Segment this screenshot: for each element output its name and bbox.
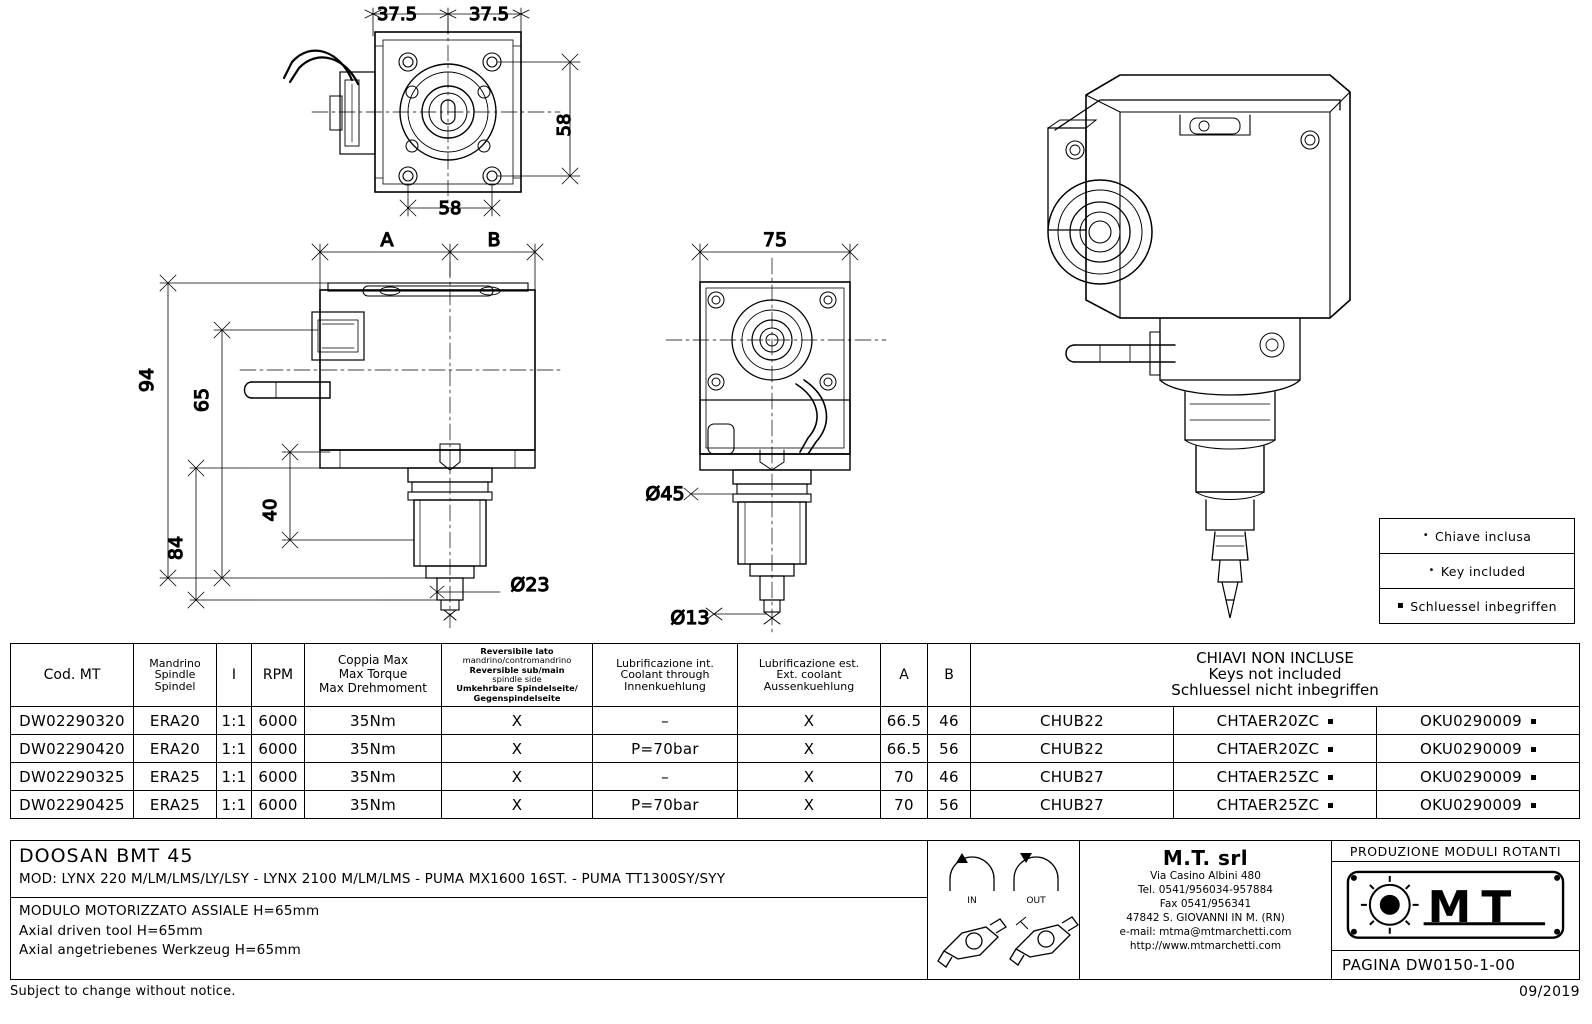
table-row: [11, 735, 1580, 763]
header-torque-en: Max Torque: [338, 667, 408, 682]
header-a: A: [881, 644, 928, 707]
header-reversible: [442, 644, 593, 707]
specification-table: [10, 643, 1580, 819]
header-spindle-it: Mandrino: [149, 656, 201, 670]
header-coolant-ext: [738, 644, 881, 707]
square-marker-icon: [1328, 747, 1333, 752]
cell-a: 70: [881, 763, 928, 791]
header-keys-de: Schluessel nicht inbegriffen: [1171, 680, 1379, 699]
header-b: B: [928, 644, 971, 707]
mt-logo: [1332, 862, 1579, 951]
cell-key1: CHUB22: [971, 735, 1174, 763]
cell-b: 56: [928, 791, 971, 819]
cell-cod: DW02290320: [11, 707, 134, 735]
desc-de: Axial angetriebenes Werkzeug H=65mm: [19, 942, 301, 959]
machine-info: [11, 841, 927, 898]
svg-text:58: 58: [438, 198, 462, 219]
company-name: M.T. srl: [1162, 846, 1249, 870]
cell-b: 56: [928, 735, 971, 763]
legend-text-en: Key included: [1440, 563, 1526, 579]
company-info: [1080, 841, 1332, 979]
cell-key1: CHUB22: [971, 707, 1174, 735]
svg-text:65: 65: [191, 387, 213, 413]
header-ci-l3: Innenkuehlung: [624, 679, 706, 693]
svg-text:40: 40: [260, 498, 281, 522]
cell-i: 1:1: [217, 707, 252, 735]
cell-reversible: X: [442, 763, 593, 791]
header-ce-l1: Lubrificazione est.: [758, 656, 860, 670]
header-coolant-int: [593, 644, 738, 707]
legend-row-de: [1380, 588, 1574, 623]
cell-i: 1:1: [217, 763, 252, 791]
cell-i: 1:1: [217, 735, 252, 763]
header-rev-l6: Gegenspindelseite: [473, 692, 561, 703]
header-ci-l2: Coolant through: [620, 668, 710, 682]
isometric-view: [1048, 75, 1350, 618]
cell-key2: [1174, 707, 1377, 735]
cell-b: 46: [928, 763, 971, 791]
bullet-icon: •: [1428, 565, 1435, 576]
side-view: [666, 244, 886, 632]
square-marker-icon: [1531, 719, 1536, 724]
key3-text: OKU0290009: [1419, 767, 1523, 786]
cell-reversible: X: [442, 791, 593, 819]
svg-text:37.5: 37.5: [376, 4, 418, 25]
square-marker-icon: [1531, 747, 1536, 752]
header-rev-l1: Reversibile lato: [480, 646, 554, 657]
cell-key1: CHUB27: [971, 763, 1174, 791]
company-fax: Fax 0541/956341: [1159, 897, 1252, 910]
header-rev-l4: spindle side: [492, 674, 542, 684]
footer-notice: Subject to change without notice.: [10, 984, 236, 999]
cell-rpm: 6000: [252, 791, 305, 819]
cell-coolant-ext: X: [738, 735, 881, 763]
header-rev-l5: Umkehrbare Spindelseite/: [456, 683, 578, 694]
header-torque: [305, 644, 442, 707]
legend-text-it: Chiave inclusa: [1435, 528, 1532, 544]
svg-text:Ø13: Ø13: [670, 607, 710, 629]
key3-text: OKU0290009: [1419, 739, 1523, 758]
cell-coolant-ext: X: [738, 707, 881, 735]
title-block-right: [1332, 841, 1579, 979]
icon-label-in: IN: [967, 896, 977, 906]
cell-i: 1:1: [217, 791, 252, 819]
cell-key2: [1174, 791, 1377, 819]
cell-key2: [1174, 735, 1377, 763]
legend-row-en: [1380, 553, 1574, 588]
cell-cod: DW02290425: [11, 791, 134, 819]
cell-rpm: 6000: [252, 763, 305, 791]
header-ce-l3: Aussenkuehlung: [763, 679, 855, 693]
square-marker-icon: [1328, 719, 1333, 724]
svg-text:Ø45: Ø45: [645, 483, 685, 505]
table-row: [11, 707, 1580, 735]
cell-torque: 35Nm: [305, 735, 442, 763]
mt-logo-svg: [1332, 862, 1579, 950]
header-keys: [971, 644, 1580, 707]
svg-text:75: 75: [762, 229, 788, 251]
cell-key3: [1377, 763, 1580, 791]
cell-cod: DW02290420: [11, 735, 134, 763]
key3-text: OKU0290009: [1419, 795, 1523, 814]
cell-key3: [1377, 791, 1580, 819]
key2-text: CHTAER20ZC: [1216, 739, 1320, 758]
legend-row-it: [1380, 519, 1574, 553]
cell-reversible: X: [442, 735, 593, 763]
company-email: e-mail: mtma@mtmarchetti.com: [1119, 925, 1292, 938]
cell-torque: 35Nm: [305, 791, 442, 819]
cell-coolant-int: P=70bar: [593, 791, 738, 819]
key2-text: CHTAER25ZC: [1216, 795, 1320, 814]
company-website: http://www.mtmarchetti.com: [1129, 939, 1282, 952]
svg-text:T: T: [1481, 881, 1512, 933]
cell-rpm: 6000: [252, 735, 305, 763]
header-keys-it: CHIAVI NON INCLUSE: [1196, 649, 1354, 668]
svg-text:37.5: 37.5: [468, 4, 510, 25]
header-rev-l3: Reversible sub/main: [469, 664, 565, 675]
header-spindle-de: Spindel: [154, 679, 196, 693]
title-block-description: [11, 841, 928, 979]
svg-text:A: A: [380, 229, 394, 251]
footer-date: 09/2019: [1519, 984, 1580, 1000]
cell-key2: [1174, 763, 1377, 791]
coolant-icons-svg: [928, 841, 1080, 979]
header-torque-de: Max Drehmoment: [319, 680, 427, 695]
company-city: 47842 S. GIOVANNI IN M. (RN): [1126, 911, 1285, 924]
cell-spindle: ERA25: [134, 763, 217, 791]
header-ci-l1: Lubrificazione int.: [616, 656, 714, 670]
svg-text:M: M: [1427, 881, 1472, 933]
svg-text:94: 94: [136, 367, 158, 393]
machine-models: MOD: LYNX 220 M/LM/LMS/LY/LSY - LYNX 2100 M/LM/LMS - PUMA MX1600 16ST. - PUMA TT1300SY/SYY: [19, 871, 726, 887]
front-view: [160, 244, 560, 628]
square-marker-icon: [1531, 803, 1536, 808]
cell-spindle: ERA25: [134, 791, 217, 819]
keys-included-legend: [1379, 518, 1575, 624]
page-number: PAGINA DW0150-1-00: [1342, 955, 1516, 974]
cell-a: 66.5: [881, 735, 928, 763]
square-marker-icon: [1328, 775, 1333, 780]
desc-en: Axial driven tool H=65mm: [19, 922, 203, 939]
cell-a: 66.5: [881, 707, 928, 735]
cell-coolant-ext: X: [738, 791, 881, 819]
table-row: [11, 791, 1580, 819]
production-label: PRODUZIONE MODULI ROTANTI: [1332, 841, 1579, 862]
cell-rpm: 6000: [252, 707, 305, 735]
header-spindle: [134, 644, 217, 707]
cell-spindle: ERA20: [134, 707, 217, 735]
square-marker-icon: [1328, 803, 1333, 808]
cell-key3: [1377, 735, 1580, 763]
cell-key1: CHUB27: [971, 791, 1174, 819]
svg-text:Ø23: Ø23: [510, 574, 550, 596]
title-block: [10, 840, 1580, 980]
legend-text-de: Schluessel inbegriffen: [1410, 598, 1557, 614]
header-rev-l2: mandrino/contromandrino: [462, 655, 572, 666]
key3-text: OKU0290009: [1419, 711, 1523, 730]
square-bullet-icon: ▪: [1397, 600, 1405, 611]
table-header-row: [11, 644, 1580, 707]
cell-torque: 35Nm: [305, 763, 442, 791]
square-marker-icon: [1531, 775, 1536, 780]
header-keys-en: Keys not included: [1208, 665, 1342, 684]
cell-coolant-ext: X: [738, 763, 881, 791]
header-spindle-en: Spindle: [154, 668, 196, 682]
machine-name: DOOSAN BMT 45: [19, 845, 194, 867]
top-view: [284, 8, 580, 216]
svg-text:58: 58: [554, 113, 575, 137]
header-ce-l2: Ext. coolant: [776, 668, 842, 682]
svg-text:B: B: [487, 229, 501, 251]
header-cod: Cod. MT: [11, 644, 134, 707]
company-address: Via Casino Albini 480: [1150, 870, 1261, 882]
svg-text:84: 84: [165, 535, 187, 561]
cell-coolant-int: P=70bar: [593, 735, 738, 763]
bullet-icon: •: [1422, 530, 1430, 541]
cell-reversible: X: [442, 707, 593, 735]
desc-it: MODULO MOTORIZZATO ASSIALE H=65mm: [19, 903, 320, 919]
table-row: [11, 763, 1580, 791]
cell-coolant-int: –: [593, 707, 738, 735]
company-tel: Tel. 0541/956034-957884: [1138, 883, 1273, 896]
header-torque-it: Coppia Max: [337, 653, 409, 668]
key2-text: CHTAER25ZC: [1216, 767, 1320, 786]
coolant-direction-icons: [928, 841, 1080, 979]
product-description: [11, 898, 927, 979]
cell-coolant-int: –: [593, 763, 738, 791]
key2-text: CHTAER20ZC: [1216, 711, 1320, 730]
cell-a: 70: [881, 791, 928, 819]
cell-key3: [1377, 707, 1580, 735]
cell-b: 46: [928, 707, 971, 735]
icon-label-out: OUT: [1026, 896, 1046, 906]
cell-spindle: ERA20: [134, 735, 217, 763]
header-i: I: [217, 644, 252, 707]
cell-cod: DW02290325: [11, 763, 134, 791]
cell-torque: 35Nm: [305, 707, 442, 735]
header-rpm: RPM: [252, 644, 305, 707]
